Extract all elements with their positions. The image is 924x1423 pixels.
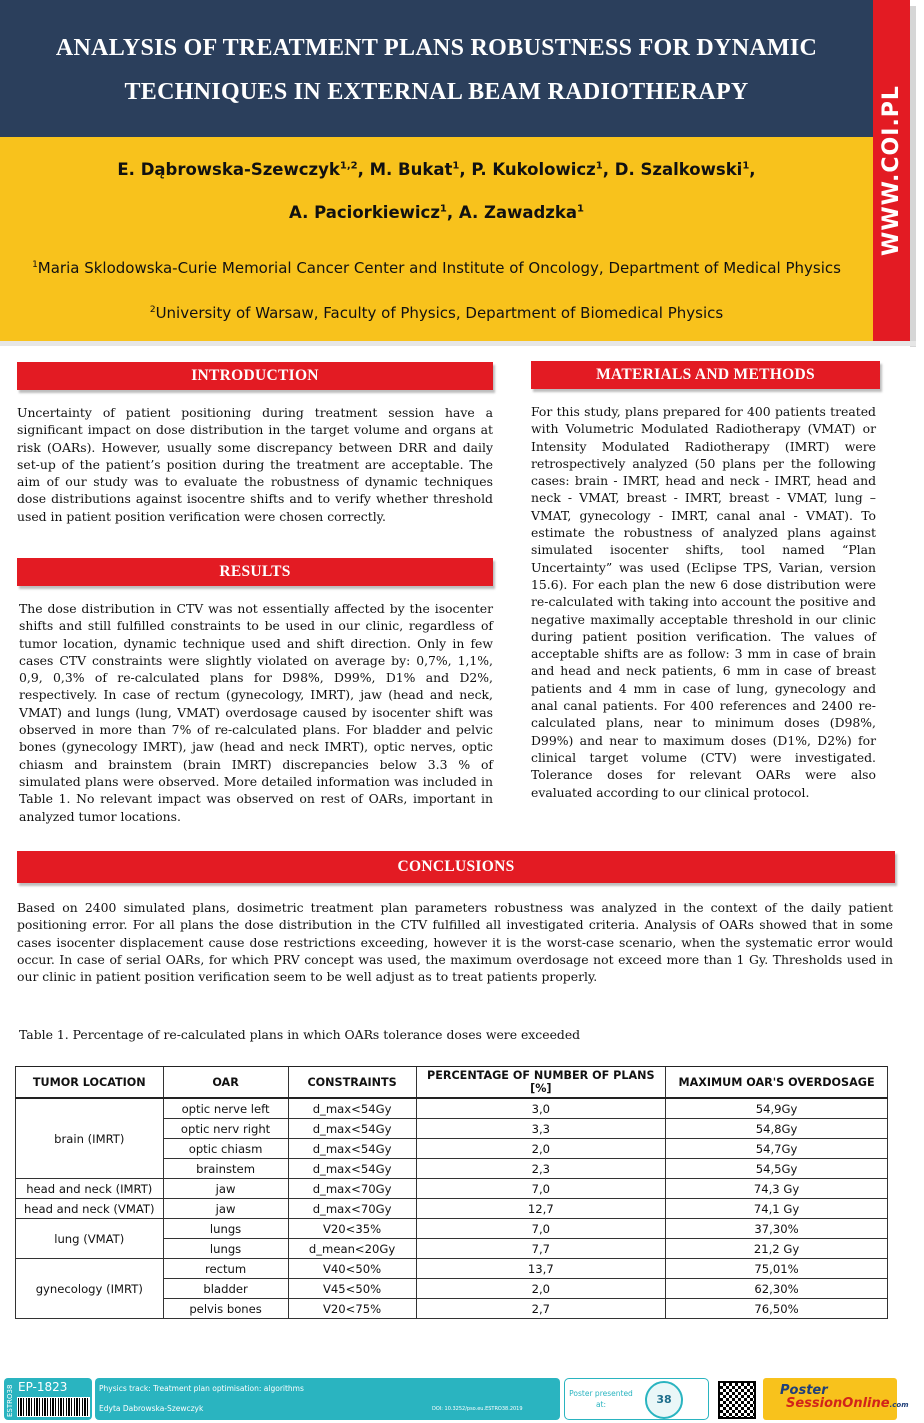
affiliation-2-text: University of Warsaw, Faculty of Physics, Department of Biomedical Physics xyxy=(155,304,724,322)
percentage-cell: 13,7 xyxy=(416,1259,666,1279)
footer-side-code: ESTRO38 xyxy=(6,1384,14,1417)
constraint-cell: d_mean<20Gy xyxy=(288,1239,416,1259)
constraint-cell: d_max<70Gy xyxy=(288,1179,416,1199)
tumor-location-cell: gynecology (IMRT) xyxy=(16,1259,164,1319)
methods-title: MATERIALS AND METHODS xyxy=(596,366,815,383)
poster-id: EP-1823 xyxy=(18,1380,68,1394)
table-row xyxy=(16,1259,888,1279)
affiliation-1-sup: 1 xyxy=(32,260,38,270)
percentage-cell: 7,7 xyxy=(416,1239,666,1259)
estro-badge-icon xyxy=(645,1381,683,1419)
author-name: E. Dąbrowska-Szewczyk xyxy=(117,160,340,179)
author-affiliation-sup: 1 xyxy=(439,203,447,215)
barcode-icon xyxy=(17,1397,90,1417)
results-text: The dose distribution in CTV was not essentially affected by the isocenter shifts and still fulfilled constraints to be used in our clinic, regardless of tumor location, dynamic technique used and shift direction. Only in few cases CTV constraints were slightly violated on average by: 0,7%, 1,1%, 0,9, 0,3% of re-calculated plans for D98%, D99%, D1% and D2%, respectively. In case of rectum (gynecology, IMRT), jaw (head and neck, VMAT) and lungs (lung, VMAT) overdosage caused by isocenter shift was observed in more than 7% of re-calculated plans. For bladder and pelvic bones (gynecology IMRT), jaw (head and neck IMRT), optic nerves, optic chiasm and brainstem (brain IMRT) discrepancies below 3.3 % of simulated plans were observed. More detailed information was included in Table 1. No relevant impact was observed on rest of OARs, important in analyzed tumor locations. xyxy=(19,601,493,824)
methods-text: For this study, plans prepared for 400 patients treated with Volumetric Modulated Radiotherapy (VMAT) or Intensity Modulated Radiotherapy (IMRT) were retrospectively analyzed (50 plans per the following cases: brain - IMRT, head and neck - IMRT, head and neck - VMAT, breast - IMRT, breast - VMAT, lung – VMAT, gynecology - IMRT, canal anal - VMAT). To estimate the robustness of analyzed plans against simulated isocenter shifts, tool named “Plan Uncertainty” was used (Eclipse TPS, Varian, version 15.6). For each plan the new 6 dose distribution were re-calculated with taking into account the positive and negative maximally acceptable threshold in our clinic during patient position verification. The values of acceptable shifts are as follow: 3 mm in case of brain and head and neck patients, 6 mm in case of breast patients and 4 mm in case of lung, gynecology and anal canal patients. For 400 references and 2400 re-calculated plans, near to minimum doses (D98%, D99%) and near to maximum doses (D1%, D2%) for clinical target volume (CTV) were investigated. Tolerance doses for relevant OARs were also evaluated according to our clinical protocol. xyxy=(531,404,876,800)
brand-left: Poster xyxy=(780,1383,828,1398)
overdosage-cell: 21,2 Gy xyxy=(666,1239,888,1259)
footer-track: Physics track: Treatment plan optimisation: algorithms xyxy=(99,1384,304,1393)
author-name: M. Bukat xyxy=(369,160,453,179)
constraint-cell: d_max<54Gy xyxy=(288,1159,416,1179)
overdosage-cell: 54,9Gy xyxy=(666,1098,888,1119)
side-url[interactable] xyxy=(873,0,910,341)
author-name: D. Szalkowski xyxy=(614,160,743,179)
authors-line-1: E. Dąbrowska-Szewczyk$^{1,2}$, M. Bukat$^1$, P. Kukolowicz$^1$, D. Szalkowski$^1$, xyxy=(117,160,756,179)
table-caption: Table 1. Percentage of re-calculated plans in which OARs tolerance doses were exceeded xyxy=(19,1027,581,1042)
table-row xyxy=(16,1219,888,1239)
poster-title xyxy=(0,26,873,114)
percentage-cell: 2,0 xyxy=(416,1139,666,1159)
author-affiliation-sup: 1 xyxy=(452,160,460,172)
overdosage-cell: 54,8Gy xyxy=(666,1119,888,1139)
presented-label: Poster presented at: xyxy=(569,1389,633,1409)
table-row xyxy=(16,1199,888,1219)
affiliation-2-sup: 2 xyxy=(149,305,156,315)
conclusions-text: Based on 2400 simulated plans, dosimetric treatment plan parameters robustness was analyzed in the context of the daily patient positioning error. For all plans the dose distribution in the CTV fulfilled all investigated criteria. Analysis of OARs showed that in some cases isocenter displacement cause dose restrictions exceeding, however it is the worst-case scenario, when the systematic error would occur. In case of serial OARs, for which PRV concept was used, the maximum overdosage not exceed more than 1 Gy. Thresholds used in our clinic in patient position verification seem to be well adjust as to treat patients properly. xyxy=(17,900,893,985)
conclusions-title: CONCLUSIONS xyxy=(397,858,515,875)
results-heading xyxy=(17,558,493,586)
header-shadow xyxy=(0,341,916,346)
constraint-cell: V45<50% xyxy=(288,1279,416,1299)
title-line-2: TECHNIQUES IN EXTERNAL BEAM RADIOTHERAPY xyxy=(124,79,749,105)
side-url-text: WWW.COI.PL xyxy=(879,85,904,256)
oar-cell: rectum xyxy=(163,1259,288,1279)
overdosage-cell: 54,7Gy xyxy=(666,1139,888,1159)
brand-logo xyxy=(780,1384,909,1412)
tumor-location-cell: head and neck (IMRT) xyxy=(16,1179,164,1199)
badge-number: 38 xyxy=(656,1393,672,1406)
affiliation-1-text: Maria Sklodowska-Curie Memorial Cancer Center and Institute of Oncology, Department of Medical Physics xyxy=(37,259,841,277)
overdosage-cell: 76,50% xyxy=(666,1299,888,1319)
brand-right: SessionOnline xyxy=(786,1396,890,1411)
overdosage-cell: 75,01% xyxy=(666,1259,888,1279)
oar-cell: bladder xyxy=(163,1279,288,1299)
oar-cell: brainstem xyxy=(163,1159,288,1179)
table-header-cell: TUMOR LOCATION xyxy=(16,1067,164,1099)
brand-suffix: .com xyxy=(889,1401,909,1409)
author-affiliation-sup: 1 xyxy=(595,160,603,172)
percentage-cell: 3,3 xyxy=(416,1119,666,1139)
overdosage-cell: 37,30% xyxy=(666,1219,888,1239)
affiliation-2 xyxy=(0,304,873,322)
percentage-cell: 12,7 xyxy=(416,1199,666,1219)
constraint-cell: d_max<54Gy xyxy=(288,1139,416,1159)
constraint-cell: V20<75% xyxy=(288,1299,416,1319)
constraint-cell: d_max<54Gy xyxy=(288,1098,416,1119)
constraint-cell: V40<50% xyxy=(288,1259,416,1279)
table-header-row xyxy=(16,1067,888,1099)
percentage-cell: 2,3 xyxy=(416,1159,666,1179)
oar-cell: pelvis bones xyxy=(163,1299,288,1319)
overdosage-cell: 74,3 Gy xyxy=(666,1179,888,1199)
percentage-cell: 7,0 xyxy=(416,1179,666,1199)
title-line-1: ANALYSIS OF TREATMENT PLANS ROBUSTNESS FOR DYNAMIC xyxy=(55,35,818,61)
methods-heading xyxy=(531,361,880,389)
table-header-cell: MAXIMUM OAR'S OVERDOSAGE xyxy=(666,1067,888,1099)
oar-cell: optic chiasm xyxy=(163,1139,288,1159)
oar-cell: optic nerv right xyxy=(163,1119,288,1139)
tumor-location-cell: brain (IMRT) xyxy=(16,1098,164,1179)
author-name: P. Kukolowicz xyxy=(471,160,596,179)
table-header-cell: CONSTRAINTS xyxy=(288,1067,416,1099)
author-affiliation-sup: 1,2 xyxy=(339,160,358,172)
affiliation-1 xyxy=(0,259,873,277)
footer-doi: DOI: 10.3252/pso.eu.ESTRO38.2019 xyxy=(432,1406,523,1412)
oar-cell: optic nerve left xyxy=(163,1098,288,1119)
overdosage-cell: 62,30% xyxy=(666,1279,888,1299)
percentage-cell: 2,0 xyxy=(416,1279,666,1299)
constraint-cell: d_max<54Gy xyxy=(288,1119,416,1139)
table-row xyxy=(16,1098,888,1119)
percentage-cell: 2,7 xyxy=(416,1299,666,1319)
results-title: RESULTS xyxy=(219,563,291,580)
author-affiliation-sup: 1 xyxy=(742,160,750,172)
table-header-cell: PERCENTAGE OF NUMBER OF PLANS [%] xyxy=(416,1067,666,1099)
author-name: A. Zawadzka xyxy=(458,203,577,222)
qr-code-icon[interactable] xyxy=(718,1381,756,1419)
footer-author: Edyta Dabrowska-Szewczyk xyxy=(99,1404,204,1413)
overdosage-cell: 54,5Gy xyxy=(666,1159,888,1179)
introduction-title: INTRODUCTION xyxy=(191,367,319,384)
tumor-location-cell: lung (VMAT) xyxy=(16,1219,164,1259)
percentage-cell: 7,0 xyxy=(416,1219,666,1239)
oar-cell: lungs xyxy=(163,1219,288,1239)
percentage-cell: 3,0 xyxy=(416,1098,666,1119)
tumor-location-cell: head and neck (VMAT) xyxy=(16,1199,164,1219)
author-affiliation-sup: 1 xyxy=(577,203,584,215)
oar-cell: lungs xyxy=(163,1239,288,1259)
overdosage-cell: 74,1 Gy xyxy=(666,1199,888,1219)
author-name: A. Paciorkiewicz xyxy=(289,203,440,222)
introduction-heading xyxy=(17,362,493,390)
constraint-cell: V20<35% xyxy=(288,1219,416,1239)
table-header-cell: OAR xyxy=(163,1067,288,1099)
oar-table xyxy=(15,1066,888,1319)
oar-cell: jaw xyxy=(163,1199,288,1219)
oar-cell: jaw xyxy=(163,1179,288,1199)
side-shadow xyxy=(910,6,916,347)
introduction-text: Uncertainty of patient positioning during treatment session have a significant impact on dose distribution in the target volume and organs at risk (OARs). However, usually some discrepancy between DRR and daily set-up of the patient’s position during the treatment are acceptable. The aim of our study was to evaluate the robustness of dynamic techniques dose distributions against isocentre shifts and to verify whether threshold used in patient position verification were chosen correctly. xyxy=(17,405,493,524)
constraint-cell: d_max<70Gy xyxy=(288,1199,416,1219)
table-row xyxy=(16,1179,888,1199)
conclusions-heading xyxy=(17,851,895,883)
authors-line-2: A. Paciorkiewicz$^1$, A. Zawadzka$^1$ xyxy=(289,203,584,222)
